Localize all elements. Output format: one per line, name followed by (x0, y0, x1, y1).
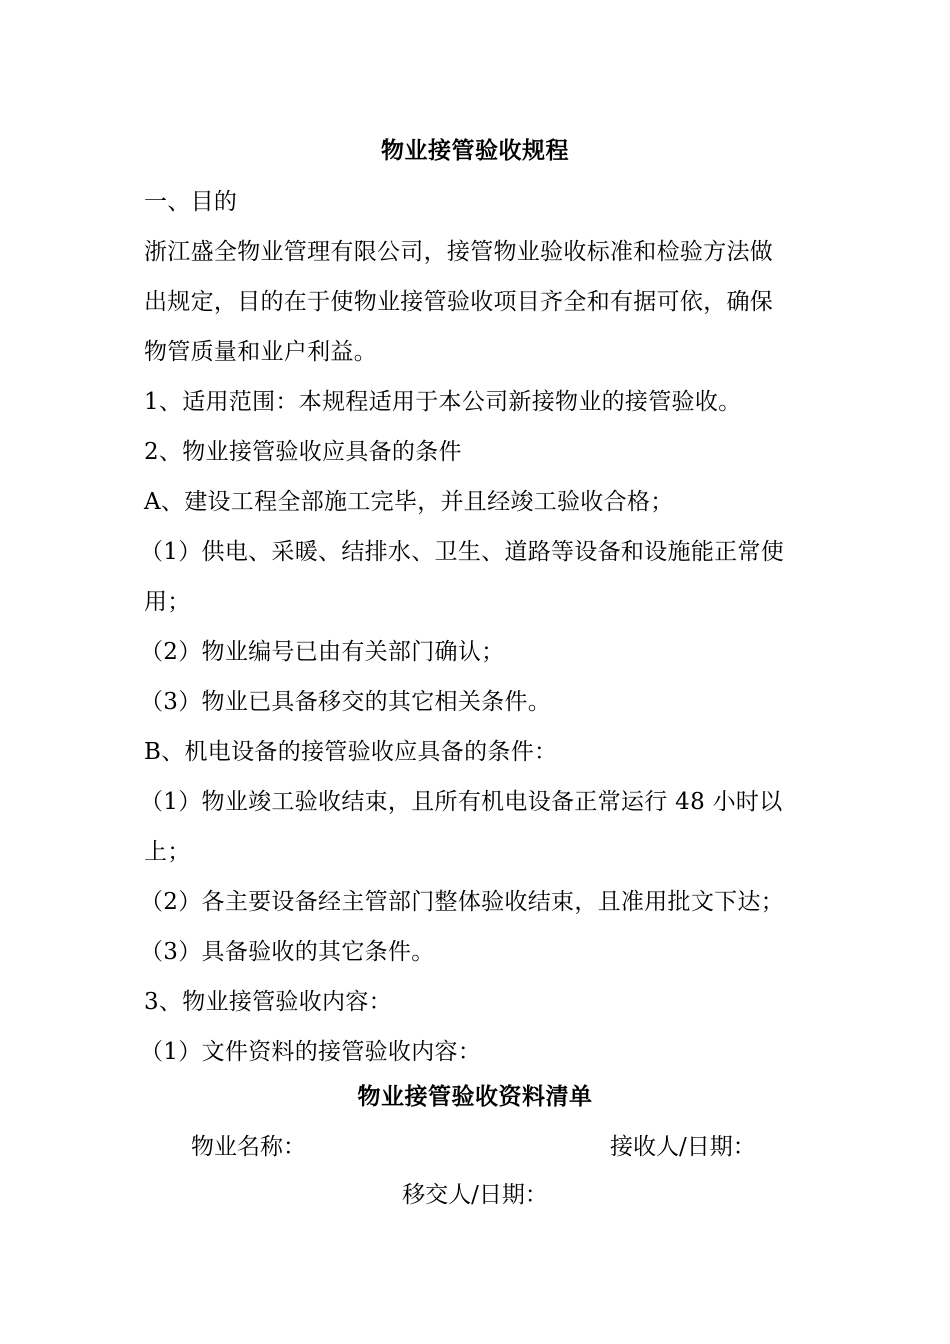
section-heading-conditions: 2、物业接管验收应具备的条件 (144, 439, 462, 465)
paragraph-line: 物管质量和业户利益。 (144, 339, 377, 365)
condition-b-item-1: （1）物业竣工验收结束，且所有机电设备正常运行 48 小时以 (140, 789, 783, 815)
receiver-date-label: 接收人/日期： (610, 1134, 756, 1160)
scope-line: 1、适用范围：本规程适用于本公司新接物业的接管验收。 (144, 389, 742, 415)
property-name-label: 物业名称： (191, 1134, 306, 1160)
checklist-title: 物业接管验收资料清单 (357, 1083, 593, 1110)
condition-a: A、建设工程全部施工完毕，并且经竣工验收合格； (144, 489, 674, 515)
condition-a-item-1-cont: 用； (144, 589, 191, 615)
condition-b: B、机电设备的接管验收应具备的条件： (144, 739, 558, 765)
condition-a-item-3: （3）物业已具备移交的其它相关条件。 (140, 689, 552, 715)
condition-a-item-2: （2）物业编号已由有关部门确认； (140, 639, 505, 665)
paragraph-line: 浙江盛全物业管理有限公司，接管物业验收标准和检验方法做 (144, 239, 774, 265)
document-body (140, 177, 812, 1077)
document-title: 物业接管验收规程 (381, 137, 569, 164)
section-heading-purpose: 一、目的 (144, 189, 238, 215)
section-heading-content: 3、物业接管验收内容： (144, 989, 392, 1015)
condition-b-item-2: （2）各主要设备经主管部门整体验收结束，且准用批文下达； (140, 889, 785, 915)
content-item-1: （1）文件资料的接管验收内容： (140, 1039, 482, 1065)
condition-a-item-1: （1）供电、采暖、结排水、卫生、道路等设备和设施能正常使 (140, 539, 785, 565)
condition-b-item-1-cont: 上； (144, 839, 191, 865)
condition-b-item-3: （3）具备验收的其它条件。 (140, 939, 435, 965)
paragraph-line: 出规定，目的在于使物业接管验收项目齐全和有据可依，确保 (144, 289, 774, 315)
transferor-date-label: 移交人/日期： (402, 1182, 548, 1208)
